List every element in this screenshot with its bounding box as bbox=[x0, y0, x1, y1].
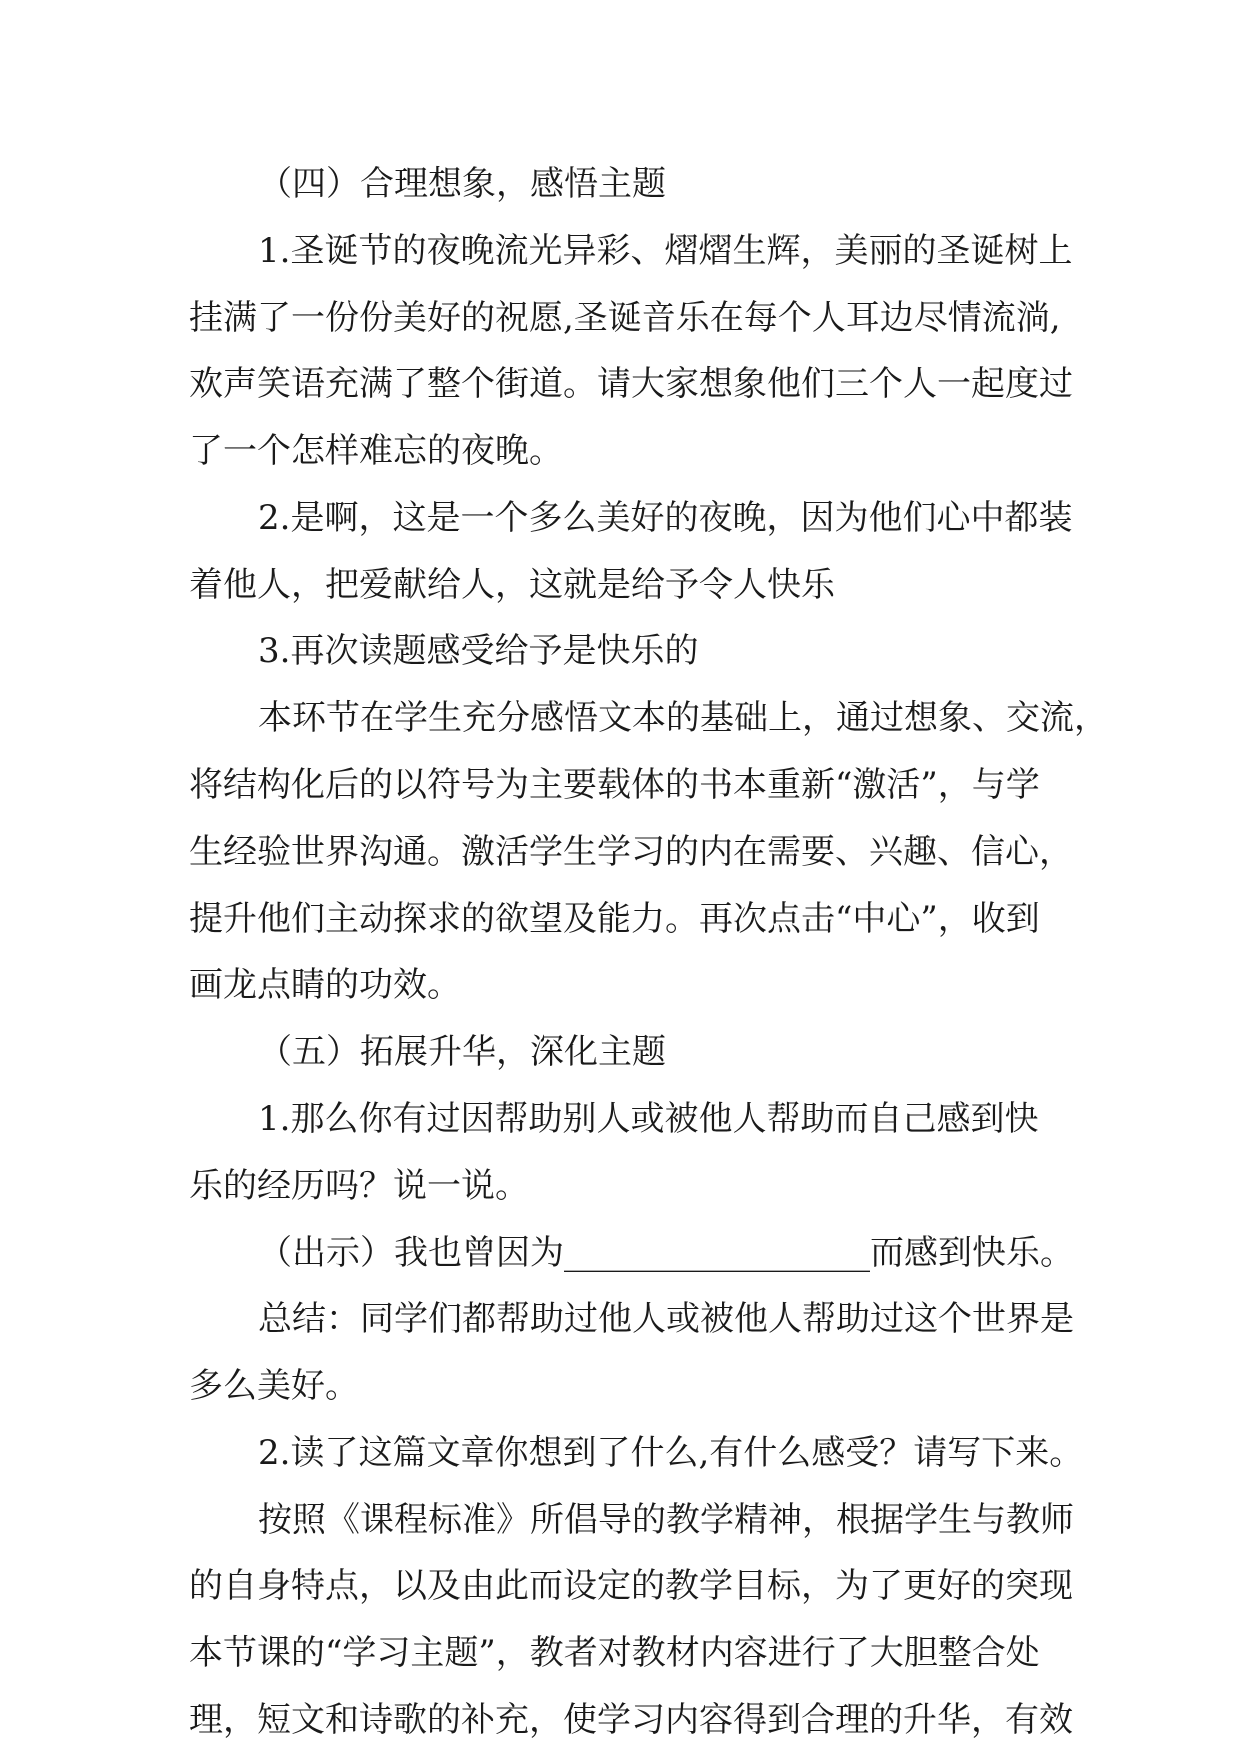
paragraph-line: 2.读了这篇文章你想到了什么,有什么感受？请写下来。 bbox=[258, 1433, 1084, 1473]
section-heading-4: （四）合理想象，感悟主题 bbox=[258, 164, 666, 204]
paragraph-line: 挂满了一份份美好的祝愿,圣诞音乐在每个人耳边尽情流淌, bbox=[189, 298, 1061, 338]
paragraph-line: 理，短文和诗歌的补充，使学习内容得到合理的升华，有效 bbox=[189, 1700, 1073, 1740]
paragraph-line: 欢声笑语充满了整个街道。请大家想象他们三个人一起度过 bbox=[189, 364, 1073, 404]
section-heading-5: （五）拓展升华，深化主题 bbox=[258, 1032, 666, 1072]
paragraph-line: 总结：同学们都帮助过他人或被他人帮助过这个世界是 bbox=[258, 1299, 1074, 1339]
paragraph-line: 按照《课程标准》所倡导的教学精神，根据学生与教师 bbox=[258, 1500, 1074, 1540]
fill-in-blank-line: （出示）我也曾因为__________________而感到快乐。 bbox=[258, 1233, 1074, 1273]
paragraph-line: 本节课的“学习主题”，教者对教材内容进行了大胆整合处 bbox=[189, 1633, 1040, 1673]
paragraph-line: 本环节在学生充分感悟文本的基础上，通过想象、交流， bbox=[258, 698, 1108, 738]
paragraph-line: 的自身特点，以及由此而设定的教学目标，为了更好的突现 bbox=[189, 1566, 1073, 1606]
paragraph-line: 画龙点睛的功效。 bbox=[189, 965, 461, 1005]
paragraph-line: 将结构化后的以符号为主要载体的书本重新“激活”，与学 bbox=[189, 765, 1040, 805]
paragraph-line: 多么美好。 bbox=[189, 1366, 359, 1406]
paragraph-line: 3.再次读题感受给予是快乐的 bbox=[258, 631, 699, 671]
paragraph-line: 生经验世界沟通。激活学生学习的内在需要、兴趣、信心， bbox=[189, 832, 1073, 872]
paragraph-line: 1.那么你有过因帮助别人或被他人帮助而自己感到快 bbox=[258, 1099, 1039, 1139]
paragraph-line: 1.圣诞节的夜晚流光异彩、熠熠生辉，美丽的圣诞树上 bbox=[258, 231, 1073, 271]
paragraph-line: 乐的经历吗？说一说。 bbox=[189, 1166, 529, 1206]
paragraph-line: 了一个怎样难忘的夜晚。 bbox=[189, 431, 563, 471]
paragraph-line: 2.是啊，这是一个多么美好的夜晚，因为他们心中都装 bbox=[258, 498, 1073, 538]
paragraph-line: 提升他们主动探求的欲望及能力。再次点击“中心”，收到 bbox=[189, 899, 1040, 939]
paragraph-line: 着他人，把爱献给人，这就是给予令人快乐 bbox=[189, 565, 835, 605]
